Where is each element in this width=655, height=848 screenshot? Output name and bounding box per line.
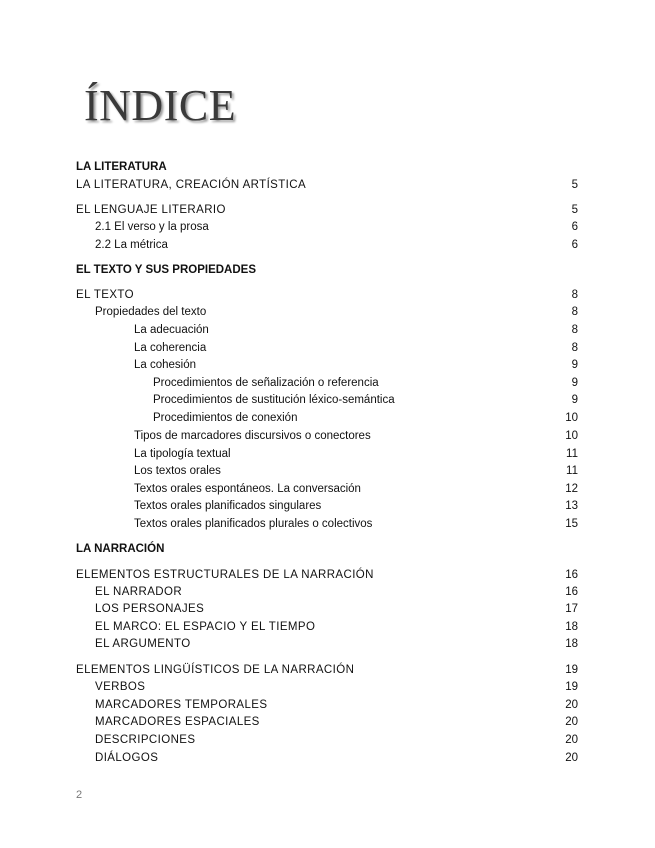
toc-entry-page: 13 (565, 500, 578, 512)
toc-entry-label: EL NARRADOR (95, 586, 183, 598)
toc-entry-page: 9 (571, 359, 578, 371)
toc-entry-page: 8 (571, 342, 578, 354)
toc-entry-label: La cohesión (134, 359, 197, 371)
page-title: ÍNDICE (84, 81, 237, 130)
toc-entry-page: 12 (565, 483, 578, 495)
toc-entry-page: 5 (571, 179, 578, 191)
toc-entry-label: DIÁLOGOS (95, 752, 159, 764)
toc-entry-label: 2.2 La métrica (95, 239, 168, 251)
toc-entry-label: 2.1 El verso y la prosa (95, 221, 209, 233)
toc-entry-label: Textos orales espontáneos. La conversación (134, 483, 361, 495)
toc-entry-page: 11 (566, 448, 578, 460)
toc-entry-label: Procedimientos de sustitución léxico-semántica (153, 394, 395, 406)
toc-entry-page: 9 (571, 394, 578, 406)
toc-entry-label: La coherencia (134, 342, 207, 354)
toc-entry-page: 20 (565, 716, 578, 728)
toc-entry-page: 5 (571, 204, 578, 216)
toc-entry-label: MARCADORES ESPACIALES (95, 716, 260, 728)
toc-entry-label: Textos orales planificados singulares (134, 500, 322, 512)
toc-entry-page: 17 (565, 603, 578, 615)
toc-section-heading: LA NARRACIÓN (76, 543, 165, 555)
toc-entry-label: DESCRIPCIONES (95, 734, 196, 746)
toc-entry-page: 18 (565, 638, 578, 650)
toc-entry-label: Procedimientos de conexión (153, 412, 298, 424)
toc-entry-page: 19 (565, 681, 578, 693)
toc-entry-page: 8 (571, 306, 578, 318)
toc-entry-page: 6 (571, 221, 578, 233)
toc-entry-label: EL ARGUMENTO (95, 638, 191, 650)
toc-entry-label: La adecuación (134, 324, 209, 336)
toc-entry-label: Tipos de marcadores discursivos o conectores (134, 430, 371, 442)
toc-entry-label: VERBOS (95, 681, 146, 693)
toc-entry-page: 20 (565, 752, 578, 764)
toc-entry-page: 8 (571, 324, 578, 336)
toc-entry-page: 9 (571, 377, 578, 389)
toc-entry-label: EL MARCO: EL ESPACIO Y EL TIEMPO (95, 621, 316, 633)
toc-entry-label: EL TEXTO (76, 289, 134, 301)
toc-entry-label: LA LITERATURA, CREACIÓN ARTÍSTICA (76, 179, 307, 191)
toc-entry-label: ELEMENTOS ESTRUCTURALES DE LA NARRACIÓN (76, 569, 374, 581)
toc-entry-label: Procedimientos de señalización o referencia (153, 377, 379, 389)
toc-entry-page: 16 (565, 586, 578, 598)
toc-entry-page: 18 (565, 621, 578, 633)
toc-entry-page: 11 (566, 465, 578, 477)
toc-entry-page: 16 (565, 569, 578, 581)
toc-entry-label: LOS PERSONAJES (95, 603, 205, 615)
toc-section-heading: EL TEXTO Y SUS PROPIEDADES (76, 264, 257, 276)
toc-entry-label: La tipología textual (134, 448, 231, 460)
toc-entry-page: 19 (565, 664, 578, 676)
toc-entry-label: Propiedades del texto (95, 306, 207, 318)
toc-entry-page: 20 (565, 699, 578, 711)
toc-entry-label: EL LENGUAJE LITERARIO (76, 204, 226, 216)
toc-entry-page: 6 (571, 239, 578, 251)
toc-entry-page: 8 (571, 289, 578, 301)
toc-entry-label: Textos orales planificados plurales o colectivos (134, 518, 373, 530)
toc-entry-page: 20 (565, 734, 578, 746)
toc-entry-label: Los textos orales (134, 465, 221, 477)
toc-entry-page: 15 (565, 518, 578, 530)
page-number: 2 (76, 789, 83, 801)
toc-entry-label: MARCADORES TEMPORALES (95, 699, 268, 711)
toc-entry-label: ELEMENTOS LINGÜÍSTICOS DE LA NARRACIÓN (76, 664, 355, 676)
toc-entry-page: 10 (565, 430, 578, 442)
toc-entry-page: 10 (565, 412, 578, 424)
toc-section-heading: LA LITERATURA (76, 161, 167, 173)
